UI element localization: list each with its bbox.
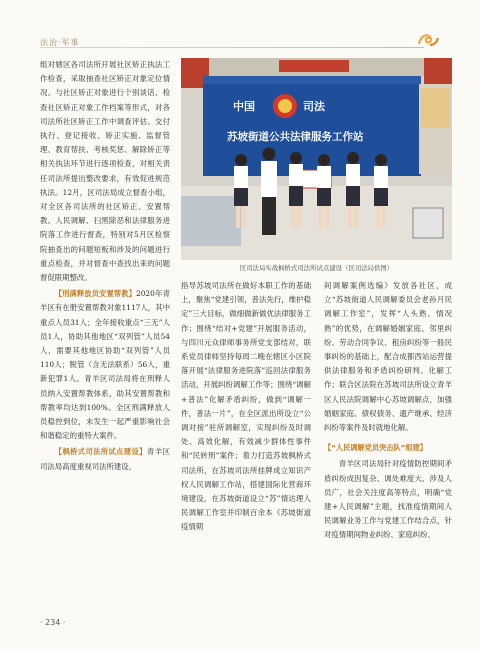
- photo-illustration: [181, 58, 452, 260]
- section-label: 法治·军事: [40, 38, 80, 47]
- subhead-resettlement: 【刑满释放员安置帮教】: [54, 289, 137, 299]
- header-rule: [40, 47, 424, 48]
- column-right: [324, 279, 452, 543]
- subhead-fengqiao: 【枫桥式司法所试点建设】: [54, 447, 147, 457]
- banner-left-text: 中国: [233, 100, 255, 113]
- paragraph-right-1: 间调解案例选编》发放各社区，成立“苏坡街道人民调解委员会老孙月民调解工作室”，发挥“人头熟、情况熟”的优势，在调解婚姻家庭、邻里纠纷、劳动合同争议、租房纠纷等一般民事纠纷的基础上，配合成都西站运营提供法律服务和矛盾纠纷研判、化解工作；联合区法院在苏坡司法所设立青羊区人民法院调解中心苏坡调解点，加强婚姻家庭、债权债务、遗产继承、经济纠纷等案件及时就地化解。: [324, 281, 452, 433]
- paragraph-fengqiao: 青羊区司法局高度重视司法所建设，: [40, 447, 170, 471]
- column-middle: [181, 279, 311, 535]
- paragraph-supervision: 组对辖区各司法所开展社区矫正执法工作检查，采取抽查社区矫正对象定位情况、与社区矫正对象进行个别谈话、检查社区矫正对象工作档案等形式，对各司法所社区矫正工作中调查评估、交付执行、登记接收、矫正实施、监督管理、教育帮扶、考核奖惩、解除矫正等相关执法环节进行逐项检查，对相关责任司法所提出整改要求，有效促进规范执法。12月，区司法局成立督查小组，对全区各司法所的社区矫正、安置帮教、人民调解、扫黑除恶和法律服务进院落工作进行督查，特别对5月区检察院抽查出的问题短板和涉及的问题进行重点检查，并对督查中查找出来的问题督促限期整改。: [40, 60, 170, 283]
- column-left: [40, 58, 170, 474]
- yearbook-logo-icon: [416, 30, 440, 50]
- photo-justice-office: [181, 58, 452, 260]
- photo-caption: 区司法局实战枫桥式司法所试点建设（区司法局供图）: [239, 264, 394, 272]
- banner-right-text: 司法: [303, 100, 325, 113]
- paragraph-middle: 指导苏坡司法所在做好本职工作的基础上，聚焦“党建引领，普法先行，维护稳定”三大目标，做细做新做优法律服务工作；围绕“结对+党建”开展服务活动，与四川元众律师事务所党支部结对，联系党员律师坚持每周二晚在辖区小区院落开展“法律服务进院落”巡回法律服务活动，开展纠纷调解工作等；围绕“调解+普法”化解矛盾纠纷，做到“调解一件，普法一片”，在全区派出所设立“公调对接”驻所调解室，实现纠纷及时调处、高效化解，有效减少群体性事件和“民转刑”案件；着力打造苏坡枫桥式司法所，在苏坡司法所挂牌成立知识产权人民调解工作站，搭建国际化营商环境建设，在苏坡街道设立“苏”情达理人民调解工作室并印制百余本《苏坡街道疫情期: [181, 281, 311, 532]
- paragraph-right-2: 青羊区司法局针对疫情防控期间矛盾纠纷成因复杂、调处难度大、涉及人员广，社会关注度高等特点，明确“党建+人民调解”主题，找准疫情期间人民调解业务工作与党建工作结合点，针对疫情期间物业纠纷、家庭纠纷、: [324, 459, 452, 540]
- subhead-mediation-team: 【“人民调解党员突击队”组建】: [324, 443, 427, 453]
- paragraph-resettlement: 2020年青羊区有在册安置帮教对象1117人，其中重点人员31人；全年接收重点“三无”人员1人，协助其他地区“双列管”人员54人，需要其他地区协助“双列管”人员110人；脱管（含无法联系）56人，重新犯罪1人。青羊区司法局将在刑释人员纳入安置帮教体系，助其安置帮教和帮教率均达到100%。全区刑满释放人员稳控到位，未发生一起严重影响社会和谐稳定的重特大案件。: [40, 289, 170, 441]
- banner-title-text: 苏坡街道公共法律服务工作站: [227, 131, 364, 143]
- page-header: [0, 0, 480, 58]
- page-number: · 234 ·: [40, 618, 66, 627]
